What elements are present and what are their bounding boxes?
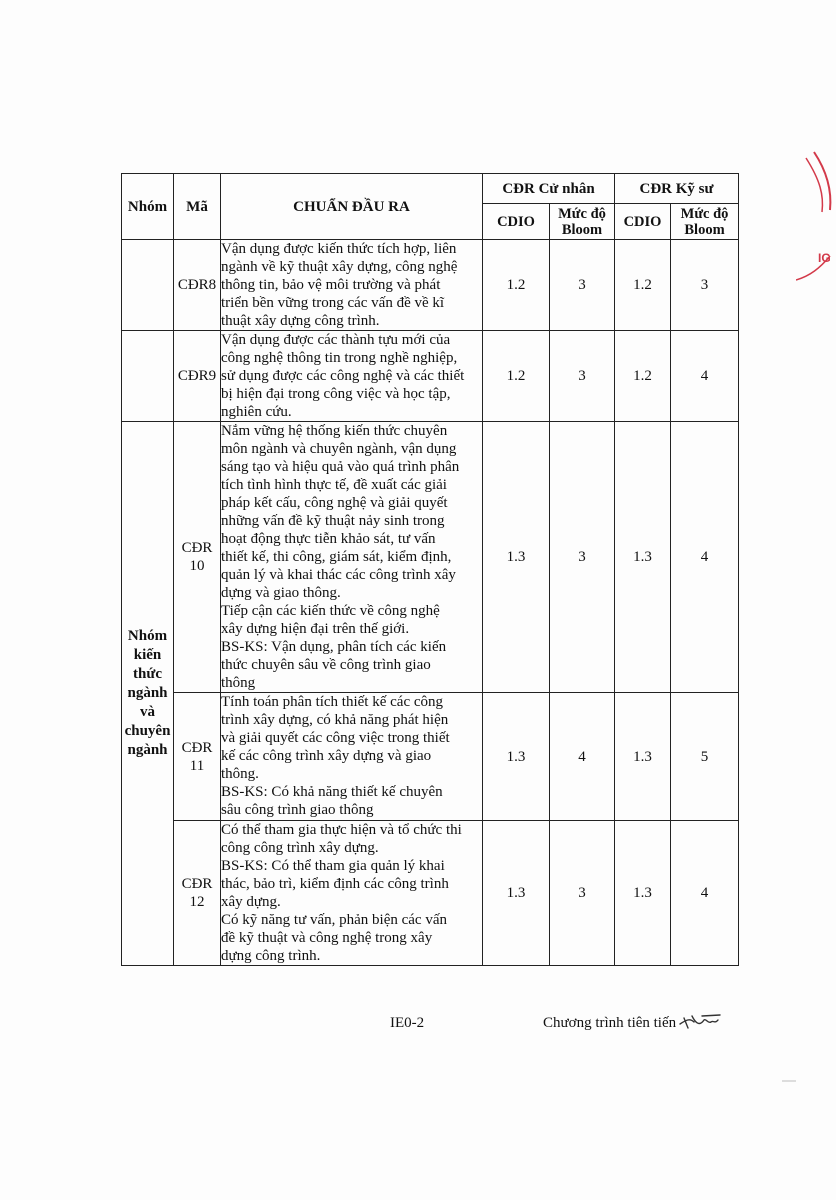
description-line: Vận dụng được kiến thức tích hợp, liên [221, 241, 457, 257]
svg-text:IG: IG [818, 251, 831, 265]
outcome-description [221, 422, 483, 693]
description-line: đề kỹ thuật và công nghệ trong xây [221, 930, 433, 946]
description-line: thông [221, 675, 256, 691]
description-line: kế các công trình xây dựng và giao [221, 748, 432, 764]
table-row [122, 821, 739, 966]
outcome-code: CĐR9 [174, 331, 221, 422]
bachelor-cdio: 1.3 [483, 693, 550, 821]
description-line: Nắm vững hệ thống kiến thức chuyên [221, 423, 448, 439]
description-line: BS-KS: Vận dụng, phân tích các kiến [221, 639, 447, 655]
bachelor-bloom: 3 [550, 821, 615, 966]
description-line: nghiên cứu. [221, 404, 292, 420]
bachelor-cdio: 1.3 [483, 422, 550, 693]
header-engineer-bloom: Mức độ Bloom [671, 204, 739, 240]
description-line: thức chuyên sâu về công trình giao [221, 657, 431, 673]
description-line: công công trình xây dựng. [221, 840, 379, 856]
description-line: BS-KS: Có thể tham gia quản lý khai [221, 858, 445, 874]
header-bachelor-cdio: CDIO [483, 204, 550, 240]
signature-mark [678, 1010, 726, 1032]
description-line: dựng và giao thông. [221, 585, 341, 601]
bachelor-cdio: 1.2 [483, 331, 550, 422]
table-row [122, 693, 739, 821]
outcome-description [221, 821, 483, 966]
description-line: tích tình hình thực tế, đề xuất các giải [221, 477, 447, 493]
engineer-cdio: 1.2 [615, 331, 671, 422]
description-line: bị hiện đại trong công việc và học tập, [221, 386, 451, 402]
description-line: xây dựng. [221, 894, 281, 910]
header-outcome: CHUẨN ĐẦU RA [221, 174, 483, 240]
header-code: Mã [174, 174, 221, 240]
engineer-bloom: 4 [671, 821, 739, 966]
header-bachelor: CĐR Cử nhân [483, 174, 615, 204]
outcome-description [221, 240, 483, 331]
description-line: sáng tạo và hiệu quả vào quá trình phân [221, 459, 460, 475]
description-line: xây dựng hiện đại trên thế giới. [221, 621, 410, 637]
header-bachelor-bloom: Mức độ Bloom [550, 204, 615, 240]
description-line: thiết kế, thi công, giám sát, kiểm định, [221, 549, 452, 565]
table-row [122, 240, 739, 331]
engineer-bloom: 5 [671, 693, 739, 821]
description-line: BS-KS: Có khả năng thiết kế chuyên [221, 784, 443, 800]
header-engineer: CĐR Kỹ sư [615, 174, 739, 204]
header-group: Nhóm [122, 174, 174, 240]
outcome-code: CĐR 10 [174, 422, 221, 693]
description-line: sâu công trình giao thông [221, 802, 374, 818]
engineer-bloom: 4 [671, 331, 739, 422]
description-line: thác, bảo trì, kiểm định các công trình [221, 876, 449, 892]
stamp-fragment [796, 150, 836, 300]
document-code: IE0-2 [390, 1015, 425, 1031]
description-line: hoạt động thực tiễn khảo sát, tư vấn [221, 531, 436, 547]
bachelor-bloom: 3 [550, 240, 615, 331]
description-line: Có kỹ năng tư vấn, phản biện các vấn [221, 912, 447, 928]
engineer-cdio: 1.3 [615, 693, 671, 821]
engineer-cdio: 1.3 [615, 422, 671, 693]
bachelor-bloom: 3 [550, 331, 615, 422]
description-line: thông tin, bảo vệ môi trường và phát [221, 277, 441, 293]
program-title: Chương trình tiên tiến [543, 1015, 677, 1031]
bachelor-cdio: 1.2 [483, 240, 550, 331]
description-line: ngành về kỹ thuật xây dựng, công nghệ [221, 259, 458, 275]
description-line: thông. [221, 766, 259, 782]
bachelor-bloom: 3 [550, 422, 615, 693]
table-row [122, 422, 739, 693]
description-line: dựng công trình. [221, 948, 321, 964]
description-line: thuật xây dựng công trình. [221, 313, 380, 329]
description-line: sử dụng được các công nghệ và các thiết [221, 368, 465, 384]
description-line: triển bền vững trong các vấn đề về kĩ [221, 295, 445, 311]
description-line: những vấn đề kỹ thuật nảy sinh trong [221, 513, 445, 529]
description-line: Tính toán phân tích thiết kế các công [221, 694, 444, 710]
engineer-cdio: 1.3 [615, 821, 671, 966]
engineer-bloom: 4 [671, 422, 739, 693]
table-row [122, 331, 739, 422]
outcome-code: CĐR8 [174, 240, 221, 331]
description-line: Tiếp cận các kiến thức về công nghệ [221, 603, 440, 619]
description-line: và giải quyết các công việc trong thiết [221, 730, 450, 746]
description-line: công nghệ thông tin trong nghề nghiệp, [221, 350, 458, 366]
description-line: pháp kết cấu, công nghệ và giải quyết [221, 495, 448, 511]
bachelor-bloom: 4 [550, 693, 615, 821]
scan-mark [782, 1080, 796, 1082]
description-line: trình xây dựng, có khả năng phát hiện [221, 712, 449, 728]
group-cell-empty [122, 240, 174, 331]
engineer-cdio: 1.2 [615, 240, 671, 331]
outcome-description [221, 693, 483, 821]
description-line: môn ngành và chuyên ngành, vận dụng [221, 441, 457, 457]
group-cell-empty [122, 331, 174, 422]
outcome-code: CĐR 11 [174, 693, 221, 821]
description-line: Có thể tham gia thực hiện và tổ chức thi [221, 822, 462, 838]
description-line: Vận dụng được các thành tựu mới của [221, 332, 451, 348]
learning-outcomes-table [121, 173, 739, 966]
bachelor-cdio: 1.3 [483, 821, 550, 966]
group-label: Nhóm kiến thức ngành và chuyên ngành [122, 422, 174, 966]
outcome-description [221, 331, 483, 422]
description-line: quản lý và khai thác các công trình xây [221, 567, 456, 583]
engineer-bloom: 3 [671, 240, 739, 331]
outcome-code: CĐR 12 [174, 821, 221, 966]
header-engineer-cdio: CDIO [615, 204, 671, 240]
